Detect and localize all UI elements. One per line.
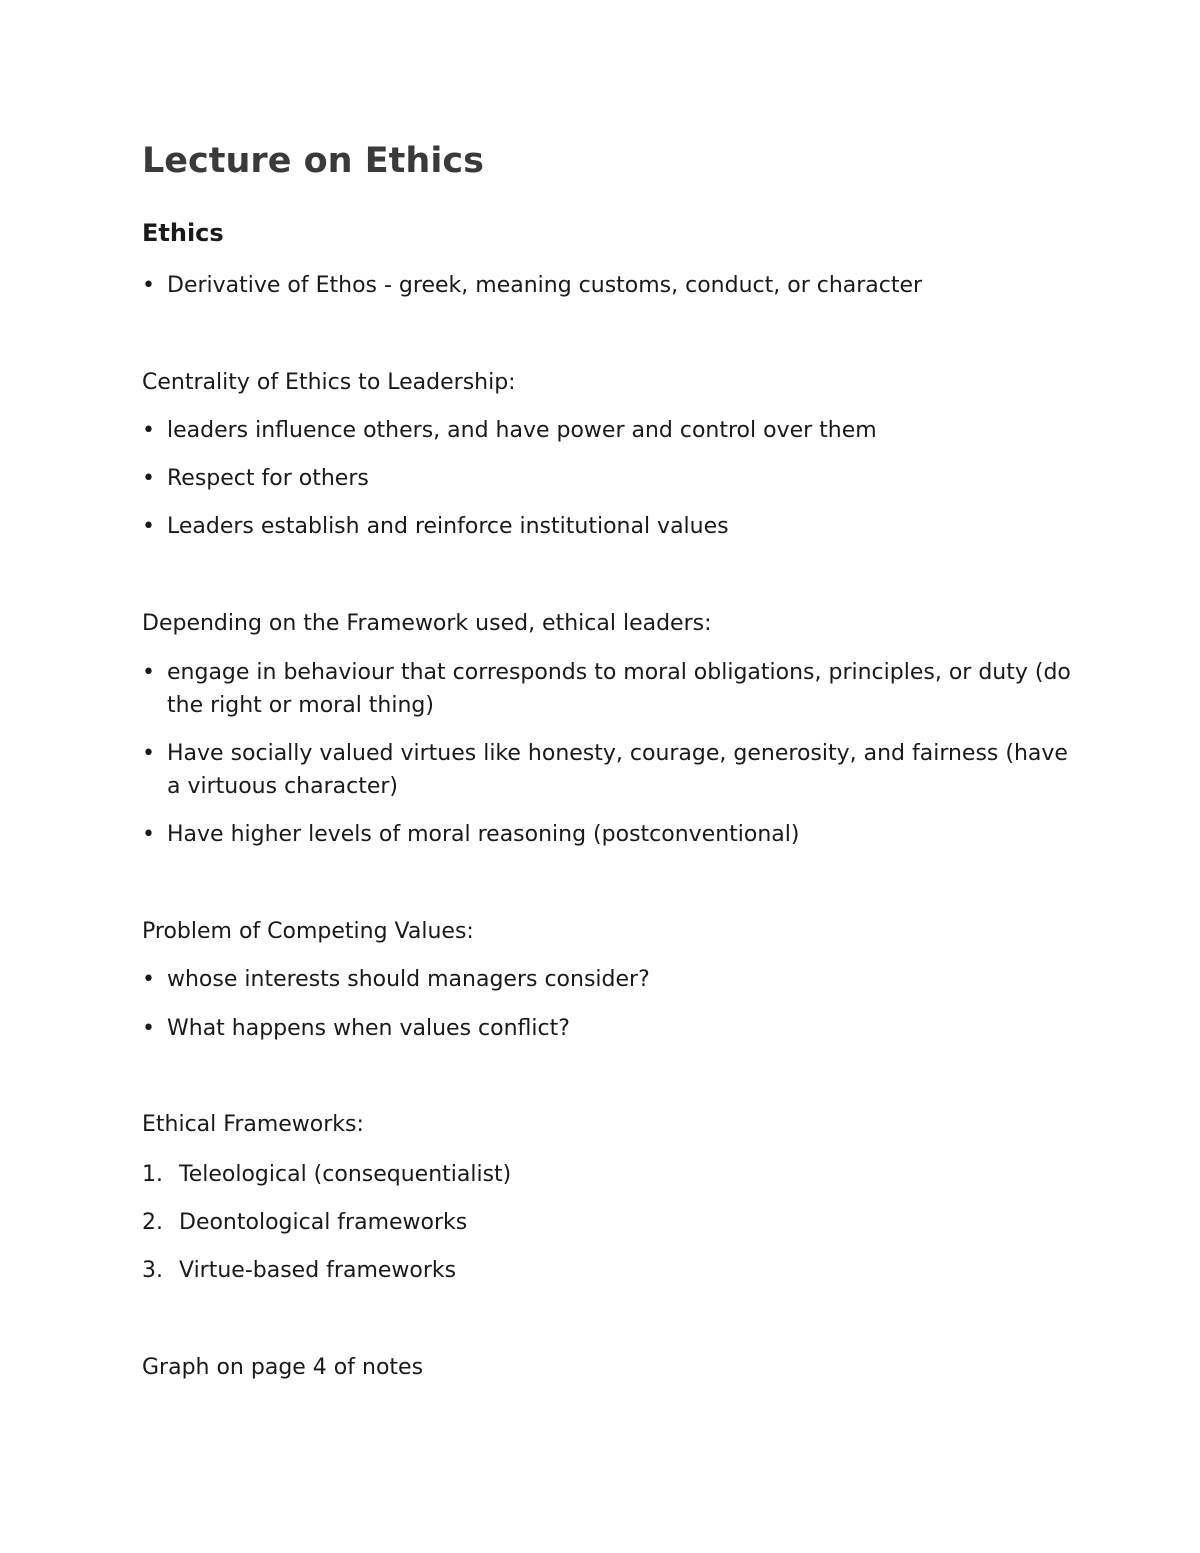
list-item-text: Have socially valued virtues like honesty, courage, generosity, and fairness (have a virtuous character) bbox=[167, 741, 1068, 799]
numbered-list-item bbox=[142, 1206, 1072, 1239]
list-item bbox=[142, 656, 1072, 722]
list-item-text: leaders influence others, and have power and control over them bbox=[167, 418, 877, 443]
document-title: Lecture on Ethics bbox=[142, 141, 484, 181]
bullet-marker: • bbox=[142, 466, 155, 491]
list-item bbox=[142, 737, 1072, 803]
bullet-marker: • bbox=[142, 967, 155, 992]
list-item-text: Have higher levels of moral reasoning (postconventional) bbox=[167, 822, 800, 847]
footer-note: Graph on page 4 of notes bbox=[142, 1355, 424, 1380]
list-item bbox=[142, 414, 1072, 447]
section-label-competing-values: Problem of Competing Values: bbox=[142, 919, 474, 944]
section-heading-ethics: Ethics bbox=[142, 219, 224, 247]
list-item-text: whose interests should managers consider? bbox=[167, 967, 650, 992]
bullet-marker: • bbox=[142, 741, 155, 766]
section-label-framework-behaviour: Depending on the Framework used, ethical leaders: bbox=[142, 611, 712, 636]
list-item-text: Respect for others bbox=[167, 466, 369, 491]
list-number: 3. bbox=[142, 1258, 163, 1283]
list-number: 2. bbox=[142, 1210, 163, 1235]
bullet-marker: • bbox=[142, 514, 155, 539]
list-item bbox=[142, 510, 1072, 543]
list-item bbox=[142, 1012, 1072, 1045]
list-item bbox=[142, 963, 1072, 996]
list-item-text: Teleological (consequentialist) bbox=[179, 1162, 512, 1187]
list-item-text: Virtue-based frameworks bbox=[179, 1258, 457, 1283]
list-item-text: Leaders establish and reinforce institutional values bbox=[167, 514, 729, 539]
list-item bbox=[142, 269, 1072, 302]
bullet-marker: • bbox=[142, 418, 155, 443]
list-item-text: What happens when values conflict? bbox=[167, 1016, 570, 1041]
bullet-marker: • bbox=[142, 273, 155, 298]
bullet-marker: • bbox=[142, 1016, 155, 1041]
section-label-ethical-frameworks: Ethical Frameworks: bbox=[142, 1112, 364, 1137]
list-item bbox=[142, 818, 1072, 851]
section-label-centrality: Centrality of Ethics to Leadership: bbox=[142, 370, 516, 395]
bullet-marker: • bbox=[142, 822, 155, 847]
bullet-marker: • bbox=[142, 660, 155, 685]
list-number: 1. bbox=[142, 1162, 163, 1187]
list-item-text: Derivative of Ethos - greek, meaning customs, conduct, or character bbox=[167, 273, 923, 298]
list-item-text: Deontological frameworks bbox=[179, 1210, 468, 1235]
list-item-text: engage in behaviour that corresponds to moral obligations, principles, or duty (do the right or moral thing) bbox=[167, 660, 1071, 718]
numbered-list-item bbox=[142, 1254, 1072, 1287]
numbered-list-item bbox=[142, 1158, 1072, 1191]
list-item bbox=[142, 462, 1072, 495]
